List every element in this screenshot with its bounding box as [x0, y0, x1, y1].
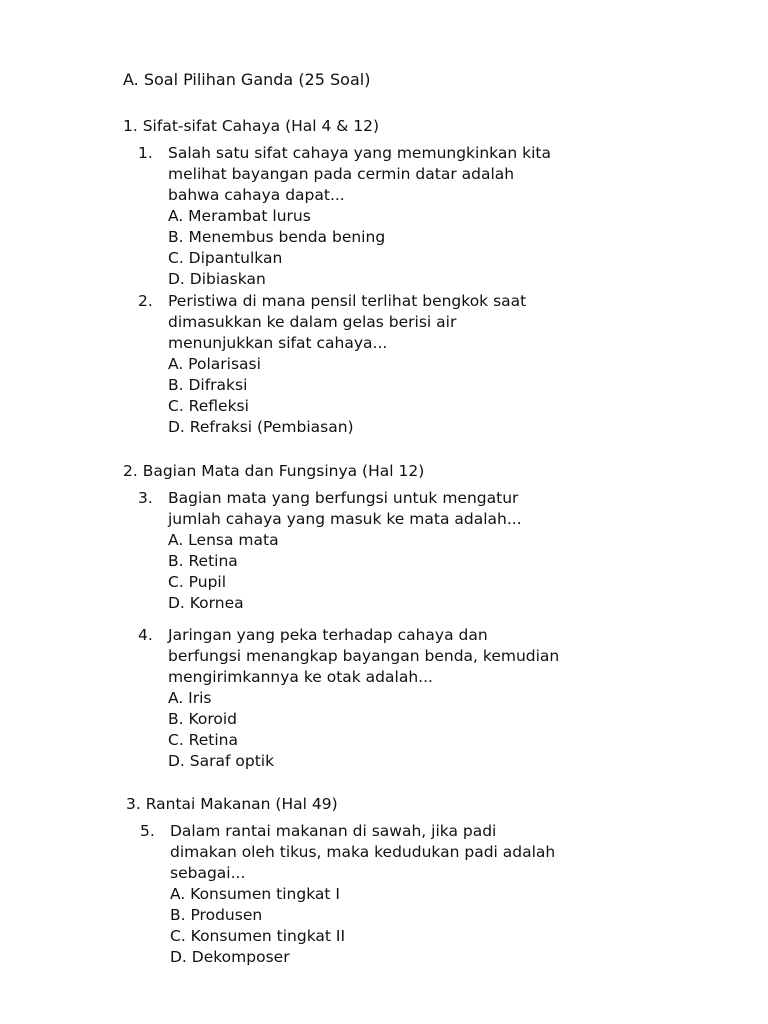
option-c: C. Refleksi	[168, 397, 249, 415]
option-b: B. Koroid	[168, 710, 238, 728]
question-body	[168, 143, 658, 290]
option-d: D. Kornea	[168, 594, 244, 612]
option-c: C. Dipantulkan	[168, 249, 283, 267]
question-text: Bagian mata yang berfungsi untuk mengatur jumlah cahaya yang masuk ke mata adalah...	[168, 489, 522, 528]
option-c: C. Retina	[168, 731, 238, 749]
question-body	[168, 625, 658, 772]
question-number: 2.	[138, 292, 153, 310]
question-text: Peristiwa di mana pensil terlihat bengkok saat dimasukkan ke dalam gelas berisi air menunjukkan sifat cahaya...	[168, 292, 527, 352]
option-b: B. Difraksi	[168, 376, 248, 394]
section-heading: 1. Sifat-sifat Cahaya (Hal 4 & 12)	[123, 117, 380, 135]
question-text: Salah satu sifat cahaya yang memungkinkan kita melihat bayangan pada cermin datar adalah bahwa cahaya dapat...	[168, 144, 551, 204]
option-c: C. Konsumen tingkat II	[170, 927, 346, 945]
option-a: A. Konsumen tingkat I	[170, 885, 340, 903]
answer-options	[168, 688, 658, 772]
option-d: D. Refraksi (Pembiasan)	[168, 418, 354, 436]
option-d: D. Saraf optik	[168, 752, 275, 770]
option-c: C. Pupil	[168, 573, 227, 591]
question-body	[168, 488, 658, 614]
option-d: D. Dekomposer	[170, 948, 290, 966]
question-number: 1.	[138, 144, 153, 162]
option-b: B. Retina	[168, 552, 238, 570]
question-number: 5.	[140, 822, 155, 840]
question-text: Dalam rantai makanan di sawah, jika padi dimakan oleh tikus, maka kedudukan padi adalah sebagai...	[170, 822, 556, 882]
question-body	[170, 821, 660, 968]
section-heading: 2. Bagian Mata dan Fungsinya (Hal 12)	[123, 462, 425, 480]
option-d: D. Dibiaskan	[168, 270, 266, 288]
section-heading: 3. Rantai Makanan (Hal 49)	[126, 795, 338, 813]
question-text: Jaringan yang peka terhadap cahaya dan berfungsi menangkap bayangan benda, kemudian mengirimkannya ke otak adalah...	[168, 626, 560, 686]
answer-options	[168, 530, 658, 614]
option-a: A. Iris	[168, 689, 212, 707]
option-a: A. Polarisasi	[168, 355, 261, 373]
option-a: A. Merambat lurus	[168, 207, 311, 225]
option-a: A. Lensa mata	[168, 531, 279, 549]
option-b: B. Menembus benda bening	[168, 228, 386, 246]
answer-options	[168, 354, 658, 438]
question-body	[168, 291, 658, 438]
answer-options	[170, 884, 660, 968]
option-b: B. Produsen	[170, 906, 263, 924]
question-number: 4.	[138, 626, 153, 644]
question-number: 3.	[138, 489, 153, 507]
document-title: A. Soal Pilihan Ganda (25 Soal)	[123, 70, 371, 89]
answer-options	[168, 206, 658, 290]
